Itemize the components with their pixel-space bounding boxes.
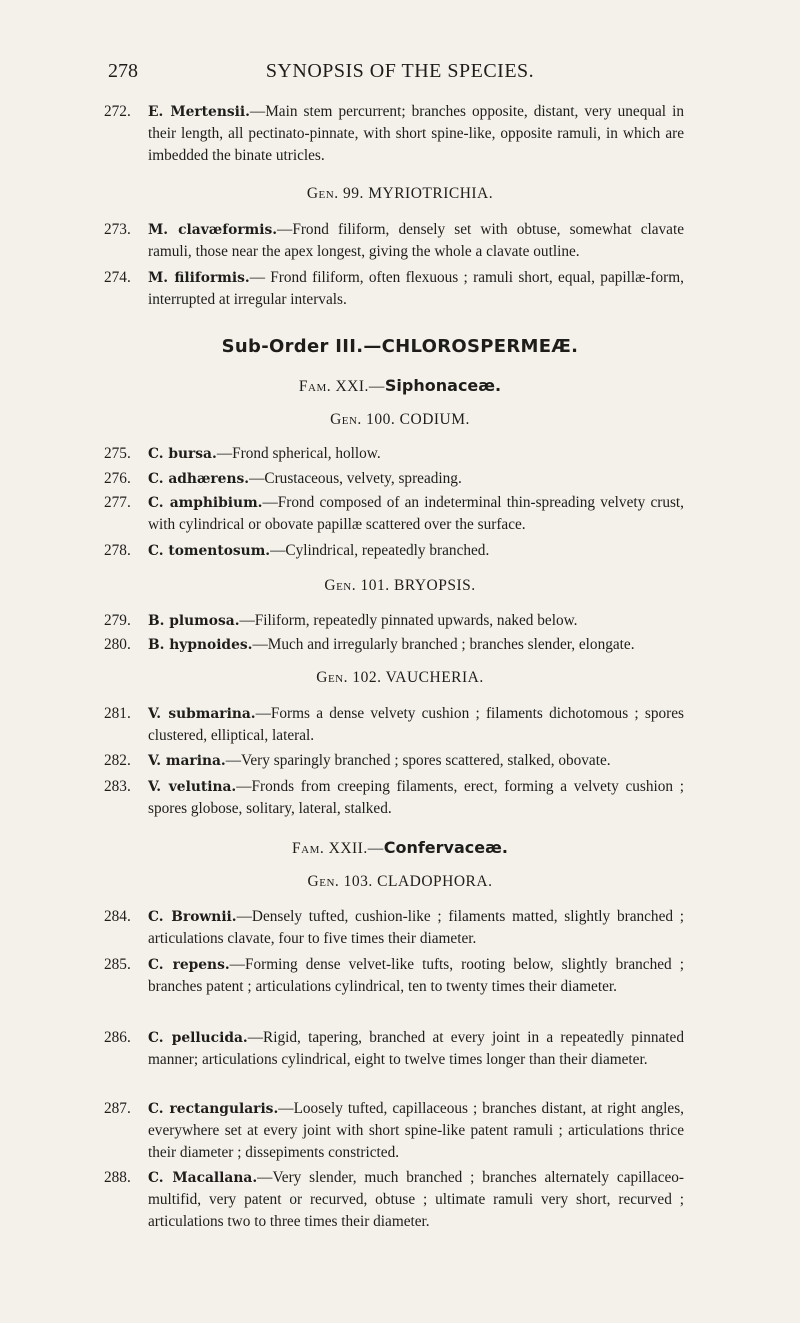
entry-number: 277.	[104, 494, 131, 511]
species-name: C. adhærens.	[148, 471, 250, 487]
species-entry	[104, 1167, 684, 1233]
species-description: —Cylindrical, repeatedly branched.	[270, 542, 490, 559]
species-entry	[104, 1027, 684, 1071]
sub-order-heading: Sub-Order III.—CHLOROSPERMEÆ.	[221, 336, 579, 357]
entry-number: 279.	[104, 612, 131, 629]
species-name: E. Mertensii.	[148, 104, 250, 120]
entry-number: 287.	[104, 1100, 131, 1117]
species-description: —Densely tufted, cushion-like ; filaments matted, slightly branched ; articulations clavate, four to five times their diameter.	[148, 908, 685, 947]
species-entry	[104, 703, 684, 747]
entry-number: 276.	[104, 470, 131, 487]
species-entry	[104, 443, 684, 465]
genus-heading: Gen. 100. CODIUM.	[330, 411, 470, 428]
species-entry	[104, 219, 684, 263]
species-name: V. velutina.	[148, 779, 237, 795]
species-name: B. plumosa.	[148, 613, 240, 629]
species-entry	[104, 540, 684, 562]
entry-number: 284.	[104, 908, 131, 925]
species-name: M. clavæformis.	[148, 222, 278, 238]
entry-number: 283.	[104, 778, 131, 795]
species-description: —Frond filiform, densely set with obtuse, somewhat clavate ramuli, those near the apex longest, giving the whole a clavate outline.	[148, 221, 684, 260]
species-entry	[104, 906, 684, 950]
species-name: C. bursa.	[148, 446, 217, 462]
entry-number: 275.	[104, 445, 131, 462]
entry-number: 286.	[104, 1029, 131, 1046]
species-entry	[104, 468, 684, 490]
species-entry	[104, 954, 684, 998]
species-description: —Crustaceous, velvety, spreading.	[249, 470, 462, 487]
entry-number: 281.	[104, 705, 131, 722]
species-name: B. hypnoides.	[148, 637, 253, 653]
species-description: —Much and irregularly branched ; branches slender, elongate.	[252, 636, 635, 653]
entry-number: 272.	[104, 103, 131, 120]
species-entry	[104, 1098, 684, 1164]
species-name: V. marina.	[148, 753, 226, 769]
species-entry	[104, 776, 684, 820]
running-title: SYNOPSIS OF THE SPECIES.	[265, 60, 535, 82]
species-entry	[104, 610, 684, 632]
species-entry	[104, 101, 684, 167]
species-name: C. amphibium.	[148, 495, 263, 511]
species-entry	[104, 750, 684, 772]
species-name: C. Brownii.	[148, 909, 237, 925]
entry-number: 285.	[104, 956, 131, 973]
species-description: —Frond composed of an indeterminal thin-spreading velvety crust, with cylindrical or obovate papillæ scattered over the surface.	[148, 494, 684, 533]
entry-number: 273.	[104, 221, 131, 238]
genus-heading: Gen. 99. MYRIOTRICHIA.	[306, 185, 494, 202]
species-name: C. Macallana.	[148, 1170, 258, 1186]
species-description: —Rigid, tapering, branched at every joint in a repeatedly pinnated manner; articulations cylindrical, eight to twelve times longer than their diameter.	[148, 1029, 684, 1068]
species-description: — Frond filiform, often flexuous ; ramuli short, equal, papillæ-form, interrupted at irregular intervals.	[148, 269, 684, 308]
entry-number: 278.	[104, 542, 131, 559]
species-name: C. tomentosum.	[148, 543, 271, 559]
species-name: M. filiformis.	[148, 270, 250, 286]
genus-heading: Gen. 102. VAUCHERIA.	[316, 669, 484, 686]
page-number: 278	[108, 60, 138, 82]
species-name: C. pellucida.	[148, 1030, 248, 1046]
species-description: —Forms a dense velvety cushion ; filaments dichotomous ; spores clustered, elliptical, lateral.	[148, 705, 684, 744]
species-description: —Filiform, repeatedly pinnated upwards, naked below.	[239, 612, 578, 629]
species-entry	[104, 492, 684, 536]
species-description: —Very slender, much branched ; branches alternately capillaceo-multifid, very patent or recurved, obtuse ; ultimate ramuli very short, recurved ; articulations two to three times their diameter.	[148, 1169, 685, 1230]
species-entry	[104, 634, 684, 656]
family-heading: Fam. XXII.—Confervaceæ.	[292, 838, 508, 857]
species-description: —Frond spherical, hollow.	[216, 445, 381, 462]
entry-number: 280.	[104, 636, 131, 653]
species-description: —Forming dense velvet-like tufts, rooting below, slightly branched ; branches patent ; articulations cylindrical, ten to twenty times their diameter.	[148, 956, 684, 995]
species-entry	[104, 267, 684, 311]
genus-heading: Gen. 103. CLADOPHORA.	[307, 873, 493, 890]
entry-number: 288.	[104, 1169, 131, 1186]
entry-number: 282.	[104, 752, 131, 769]
genus-heading: Gen. 101. BRYOPSIS.	[324, 577, 476, 594]
species-description: —Main stem percurrent; branches opposite, distant, very unequal in their length, all pectinato-pinnate, with short spine-like, opposite ramuli, in which are imbedded the binate utricles.	[148, 103, 684, 164]
species-name: V. submarina.	[148, 706, 256, 722]
species-name: C. repens.	[148, 957, 230, 973]
family-heading: Fam. XXI.—Siphonaceæ.	[298, 376, 502, 395]
species-description: —Loosely tufted, capillaceous ; branches distant, at right angles, everywhere set at every joint with short spine-like patent ramuli ; articulations thrice their diameter ; dissepiments constricted.	[148, 1100, 684, 1161]
species-description: —Very sparingly branched ; spores scattered, stalked, obovate.	[225, 752, 611, 769]
entry-number: 274.	[104, 269, 131, 286]
species-description: —Fronds from creeping filaments, erect, forming a velvety cushion ; spores globose, solitary, lateral, stalked.	[148, 778, 685, 817]
species-name: C. rectangularis.	[148, 1101, 279, 1117]
